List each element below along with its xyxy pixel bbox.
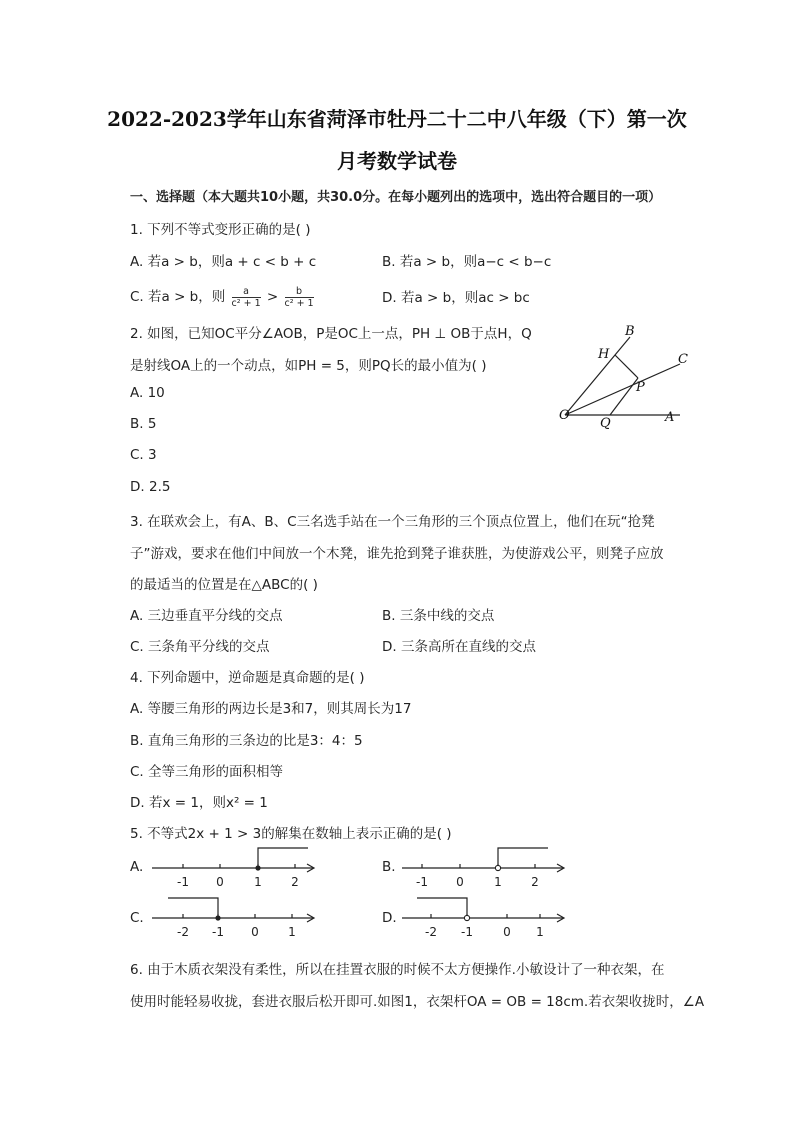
tick-label: -1 [416,875,428,889]
section-heading: 一、选择题（本大题共10小题，共30.0分。在每小题列出的选项中，选出符合题目的一项） [130,190,662,205]
q1-option-a: A. 若a > b，则a + c < b + c [130,254,317,270]
q3-option-a: A. 三边垂直平分线的交点 [130,608,283,624]
q6-stem-line2: 使用时能轻易收拢，套进衣服后松开即可.如图1，衣架杆OA = OB = 18cm.若衣架收拢时，∠A [130,994,705,1010]
q3-option-d: D. 三条高所在直线的交点 [382,639,536,655]
q5-stem: 5. 不等式2x + 1 > 3的解集在数轴上表示正确的是( ) [130,826,452,842]
tick-label: 1 [254,875,262,889]
label-o: O [559,408,570,423]
tick-label: 0 [456,875,464,889]
q5-option-c-label: C. [130,910,144,926]
tick-label: -2 [425,925,437,939]
tick-label: 0 [216,875,224,889]
closed-dot [255,865,260,870]
q1-option-d: D. 若a > b，则ac > bc [382,290,530,306]
q3-option-b: B. 三条中线的交点 [382,608,495,624]
tick-label: 2 [291,875,299,889]
q5-number-line-b [400,843,575,889]
open-dot [464,915,469,920]
q2-option-a: A. 10 [130,385,165,401]
exam-title-line2: 月考数学试卷 [337,149,457,173]
ray-oc [565,364,680,415]
q3-option-c: C. 三条角平分线的交点 [130,639,270,655]
tick-label: 2 [531,875,539,889]
q5-option-d-label: D. [382,910,397,926]
exam-title-line1: 2022-2023学年山东省菏泽市牡丹二十二中八年级（下）第一次 [107,107,687,131]
q2-option-c: C. 3 [130,447,157,463]
q1-fraction-1 [232,286,261,309]
segment-pq [610,378,638,415]
q1-option-c [130,285,316,309]
q4-stem: 4. 下列命题中，逆命题是真命题的是( ) [130,670,365,686]
open-dot [495,865,500,870]
tick-label: -1 [461,925,473,939]
q1-gt-sign: > [266,289,279,305]
q1-option-c-prefix: C. 若a > b，则 [130,289,226,305]
q2-stem-line2: 是射线OA上的一个动点，如PH = 5，则PQ长的最小值为( ) [130,358,487,374]
tick-label: 0 [503,925,511,939]
tick-label: 1 [494,875,502,889]
q1-fraction-2-num: b [285,286,314,298]
q2-geometry-figure [550,318,700,433]
q3-stem-line1: 3. 在联欢会上，有A、B、C三名选手站在一个三角形的三个顶点位置上，他们在玩“抢凳 [130,514,655,530]
q4-option-d: D. 若x = 1，则x² = 1 [130,795,268,811]
q6-stem-line1: 6. 由于木质衣架没有柔性，所以在挂置衣服的时候不太方便操作.小敏设计了一种衣架，在 [130,962,665,978]
tick-label: 0 [251,925,259,939]
closed-dot [215,915,220,920]
q5-number-line-c [150,893,325,939]
tick-label: 1 [536,925,544,939]
q4-option-c: C. 全等三角形的面积相等 [130,764,284,780]
label-a: A [665,410,675,425]
label-b: B [625,324,635,339]
tick-label: 1 [288,925,296,939]
q5-number-line-d [400,893,575,939]
q2-option-d: D. 2.5 [130,479,171,495]
q5-number-line-a [150,843,325,889]
q3-stem-line3: 的最适当的位置是在△ABC的( ) [130,577,318,593]
q1-fraction-2-den: c² + 1 [284,297,314,309]
tick-label: -1 [177,875,189,889]
q5-option-b-label: B. [382,859,396,875]
q2-stem-line1: 2. 如图，已知OC平分∠AOB，P是OC上一点，PH ⊥ OB于点H，Q [130,326,532,342]
q1-option-b: B. 若a > b，则a−c < b−c [382,254,552,270]
tick-label: -2 [177,925,189,939]
q1-fraction-2 [285,286,314,309]
q1-fraction-1-num: a [232,286,261,298]
label-q: Q [600,416,611,431]
segment-ph [615,355,638,378]
q3-stem-line2: 子”游戏，要求在他们中间放一个木凳，谁先抢到凳子谁获胜，为使游戏公平，则凳子应放 [130,546,664,562]
q1-stem: 1. 下列不等式变形正确的是( ) [130,222,311,238]
q5-option-a-label: A. [130,859,144,875]
label-c: C [678,352,688,367]
label-p: P [636,380,645,395]
tick-label: -1 [212,925,224,939]
q4-option-a: A. 等腰三角形的两边长是3和7，则其周长为17 [130,701,412,717]
q4-option-b: B. 直角三角形的三条边的比是3：4：5 [130,733,363,749]
q1-fraction-1-den: c² + 1 [231,297,261,309]
label-h: H [598,347,610,362]
q2-option-b: B. 5 [130,416,157,432]
